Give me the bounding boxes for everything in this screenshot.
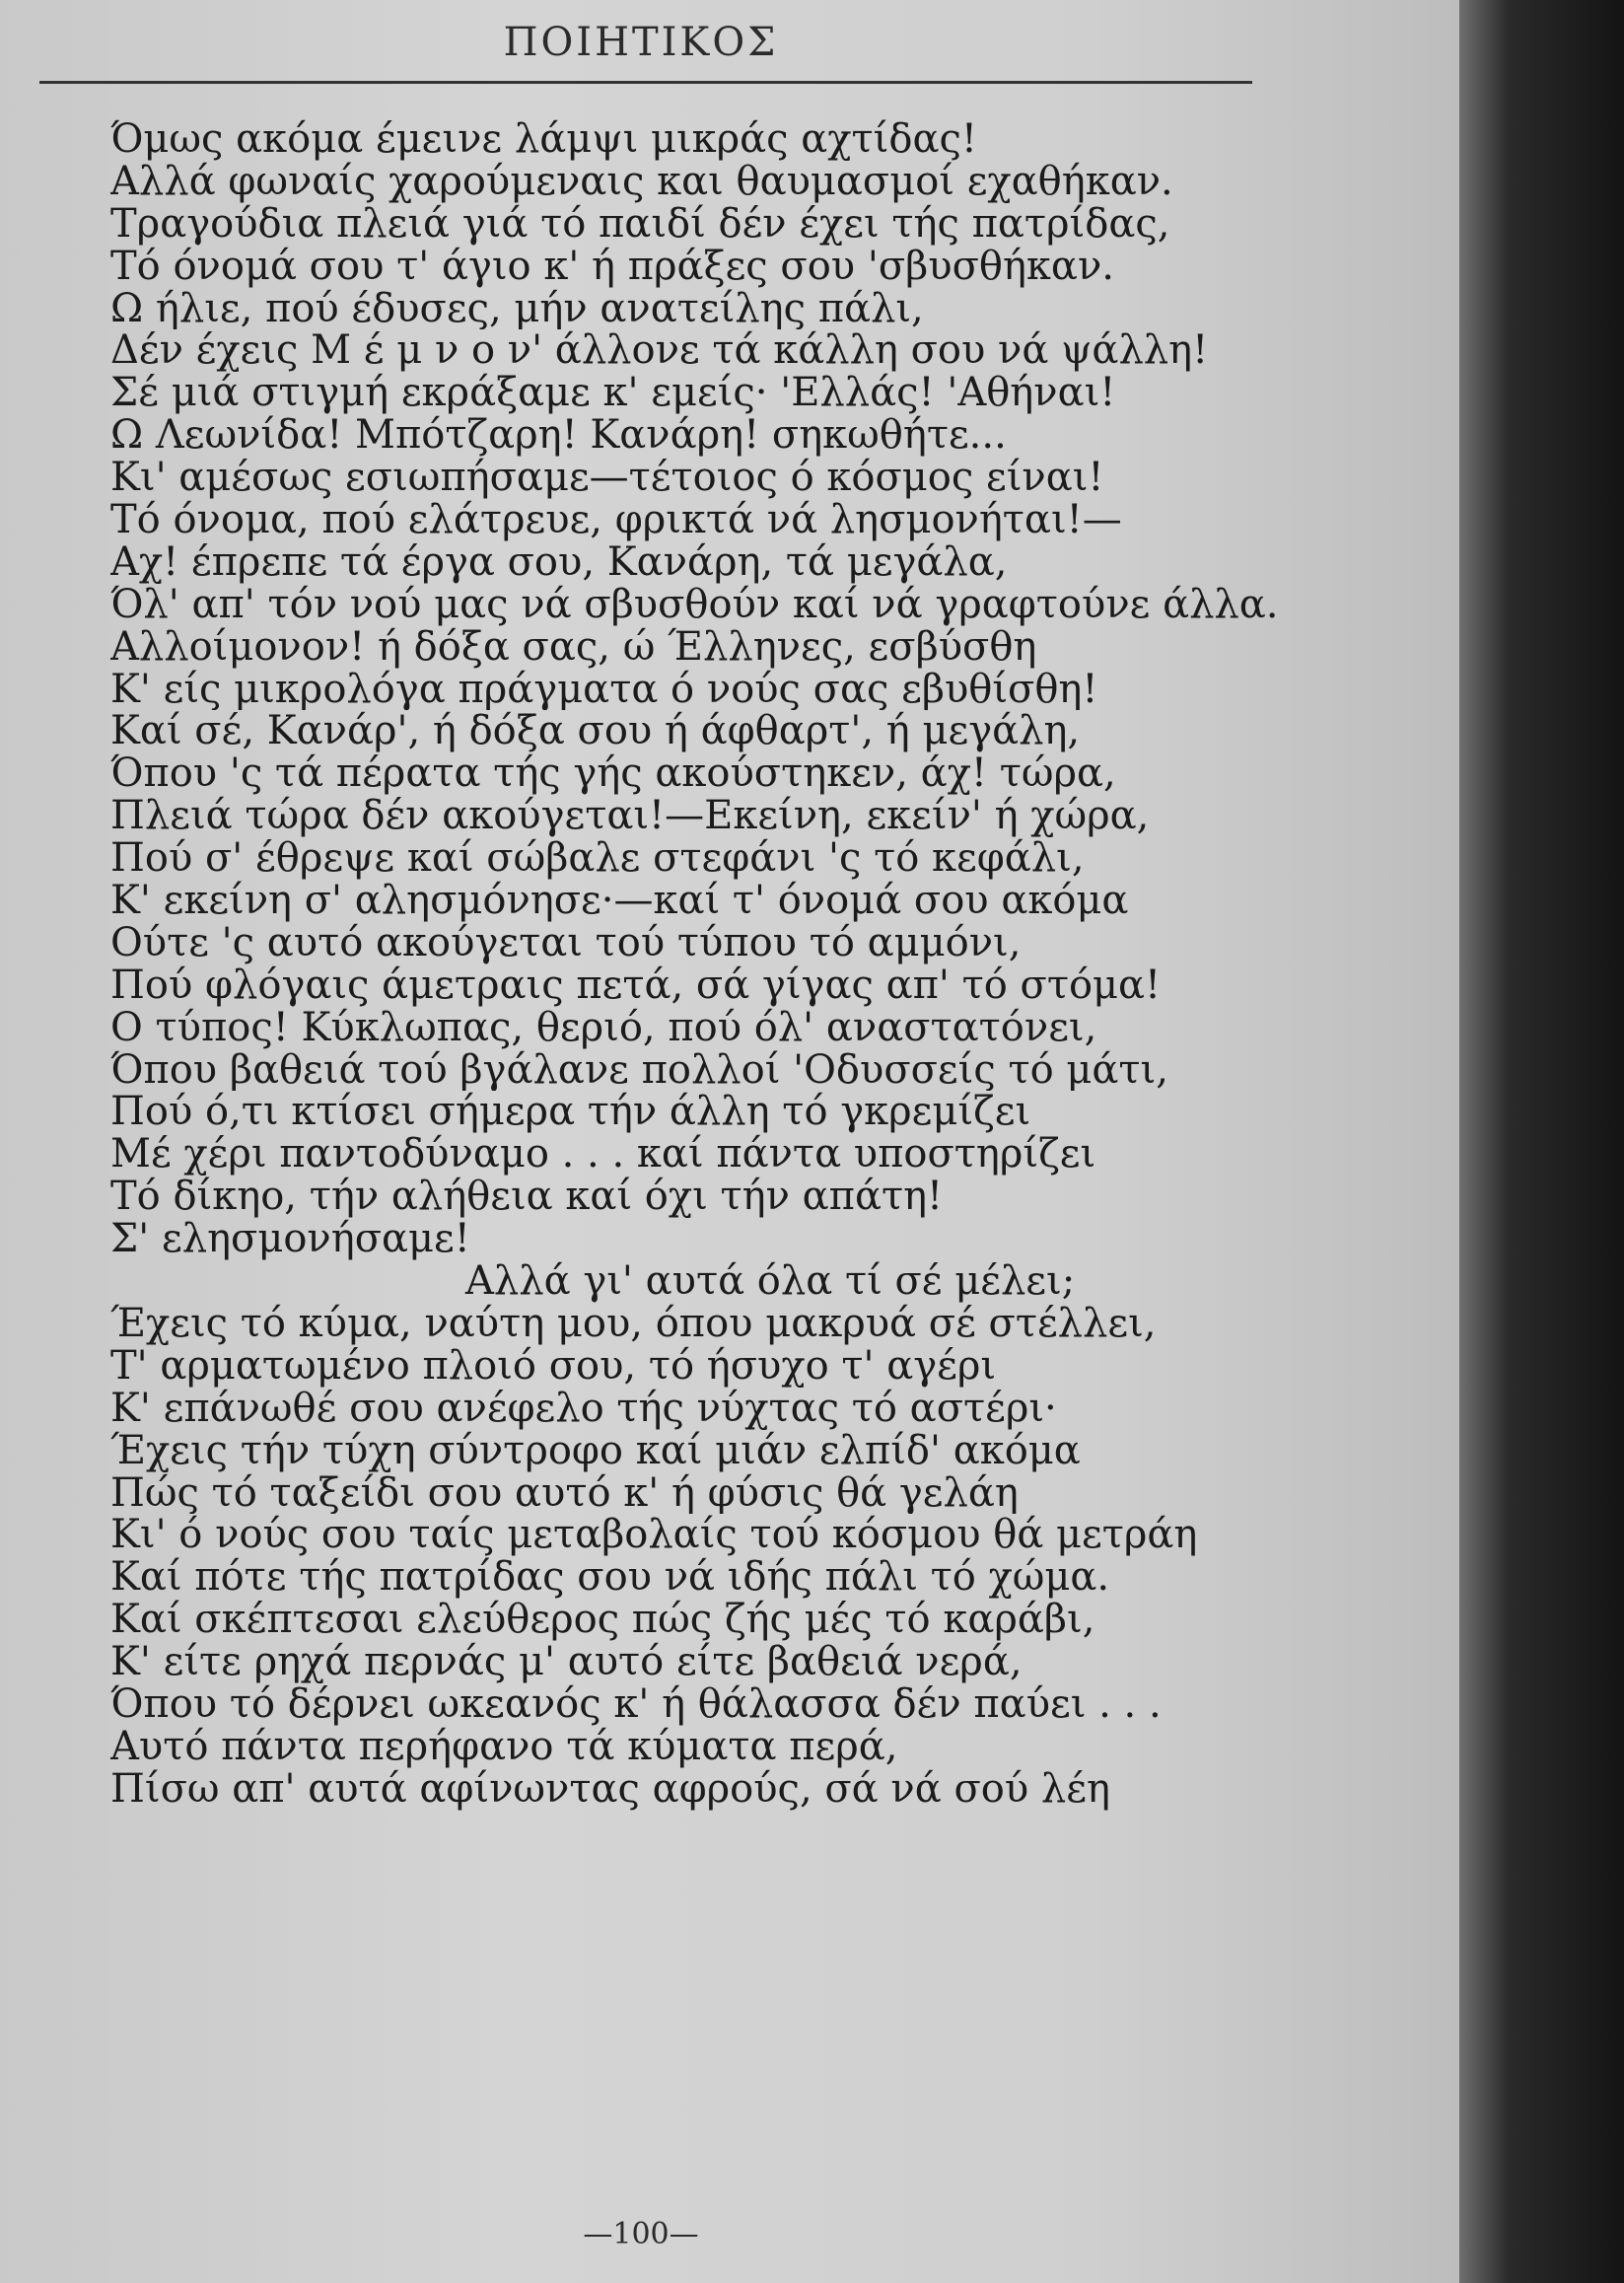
poem-line: Έχεις τήν τύχη σύντροφο καί μιάν ελπίδ' ακόμα xyxy=(110,1429,1081,1472)
poem-line: Ω Λεωνίδα! Μπότζαρη! Κανάρη! σηκωθήτε... xyxy=(110,414,1007,458)
poem-body xyxy=(110,118,1284,1811)
poem-line: Κ' επάνωθέ σου ανέφελο τής νύχτας τό αστέρι· xyxy=(110,1387,1057,1430)
poem-line: Τραγούδια πλειά γιά τό παιδί δέν έχει τής πατρίδας, xyxy=(110,202,1170,246)
poem-line: Αλλοίμονον! ή δόξα σας, ώ Έλληνες, εσβύσθη xyxy=(110,625,1037,669)
poem-line: Πού φλόγαις άμετραις πετά, σά γίγας απ' τό στόμα! xyxy=(110,963,1162,1007)
poem-line: Ω ήλιε, πού έδυσες, μήν ανατείλης πάλι, xyxy=(110,287,924,330)
poem-line: Αλλά γι' αυτά όλα τί σέ μέλει; xyxy=(465,1260,1076,1303)
poem-line: Κ' είτε ρηχά περνάς μ' αυτό είτε βαθειά νερά, xyxy=(110,1641,1023,1683)
poem-line: Κι' αμέσως εσιωπήσαμε—τέτοιος ό κόσμος είναι! xyxy=(110,457,1104,500)
poem-line: Όπου 'ς τά πέρατα τής γής ακούστηκεν, άχ! τώρα, xyxy=(110,752,1116,796)
poem-line: Πού σ' έθρεψε καί σώβαλε στεφάνι 'ς τό κεφάλι, xyxy=(110,837,1085,881)
book-binding-shadow xyxy=(1459,0,1624,2283)
poem-line: Καί σκέπτεσαι ελεύθερος πώς ζής μές τό καράβι, xyxy=(110,1599,1095,1642)
poem-line: Πού ό,τι κτίσει σήμερα τήν άλλη τό γκρεμίζει xyxy=(110,1091,1031,1134)
poem-line: Πίσω απ' αυτά αφίνωντας αφρούς, σά νά σού λέη xyxy=(110,1767,1110,1811)
poem-line: Σέ μιά στιγμή εκράξαμε κ' εμείς· 'Ελλάς! 'Αθήναι! xyxy=(110,372,1116,415)
poem-line: Δέν έχεις Μ έ μ ν ο ν' άλλονε τά κάλλη σου νά ψάλλη! xyxy=(110,329,1209,373)
poem-line: Πώς τό ταξείδι σου αυτό κ' ή φύσις θά γελάη xyxy=(110,1471,1019,1515)
poem-line: Τ' αρματωμένο πλοιό σου, τό ήσυχο τ' αγέρι xyxy=(110,1344,997,1388)
poem-line: Τό δίκηο, τήν αλήθεια καί όχι τήν απάτη! xyxy=(110,1176,944,1219)
poem-line: Όμως ακόμα έμεινε λάμψι μικράς αχτίδας! xyxy=(110,118,977,161)
poem-line: Αυτό πάντα περήφανο τά κύματα περά, xyxy=(110,1725,898,1768)
header-rule xyxy=(39,81,1252,84)
poem-line: Κι' ό νούς σου ταίς μεταβολαίς τού κόσμου θά μετράη xyxy=(110,1514,1198,1557)
poem-line: Όπου βαθειά τού βγάλανε πολλοί 'Οδυσσείς τό μάτι, xyxy=(110,1048,1168,1092)
poem-line: Μέ χέρι παντοδύναμο . . . καί πάντα υποστηρίζει xyxy=(110,1133,1096,1177)
poem-line: Όλ' απ' τόν νού μας νά σβυσθούν καί νά γραφτούνε άλλα. xyxy=(110,583,1279,626)
poem-line: Ο τύπος! Κύκλωπας, θεριό, πού όλ' αναστατόνει, xyxy=(110,1006,1097,1049)
poem-line: Κ' εκείνη σ' αλησμόνησε·—καί τ' όνομά σου ακόμα xyxy=(110,880,1129,922)
poem-line: Τό όνομά σου τ' άγιο κ' ή πράξες σου 'σβυσθήκαν. xyxy=(110,245,1114,288)
poem-line: Καί πότε τής πατρίδας σου νά ιδής πάλι τό χώμα. xyxy=(110,1556,1110,1600)
poem-line: Αλλά φωναίς χαρούμεναις και θαυμασμοί εχαθήκαν. xyxy=(110,160,1173,203)
poem-line: Αχ! έπρεπε τά έργα σου, Κανάρη, τά μεγάλα, xyxy=(110,540,1008,584)
poem-line: Καί σέ, Κανάρ', ή δόξα σου ή άφθαρτ', ή μεγάλη, xyxy=(110,710,1081,753)
poem-line: Έχεις τό κύμα, ναύτη μου, όπου μακρυά σέ στέλλει, xyxy=(110,1302,1157,1345)
page-number: —100— xyxy=(583,2217,699,2251)
running-header: ΠΟΙΗΤΙΚΟΣ xyxy=(503,20,779,65)
poem-line: Όπου τό δέρνει ωκεανός κ' ή θάλασσα δέν παύει . . . xyxy=(110,1682,1162,1726)
poem-line: Κ' είς μικρολόγα πράγματα ό νούς σας εβυθίσθη! xyxy=(110,668,1098,711)
poem-line: Πλειά τώρα δέν ακούγεται!—Εκείνη, εκείν' ή χώρα, xyxy=(110,795,1150,838)
poem-line: Σ' ελησμονήσαμε! xyxy=(110,1218,470,1261)
poem-line: Τό όνομα, πού ελάτρευε, φρικτά νά λησμονήται!— xyxy=(110,499,1122,541)
poem-line: Ούτε 'ς αυτό ακούγεται τού τύπου τό αμμόνι, xyxy=(110,921,1022,964)
